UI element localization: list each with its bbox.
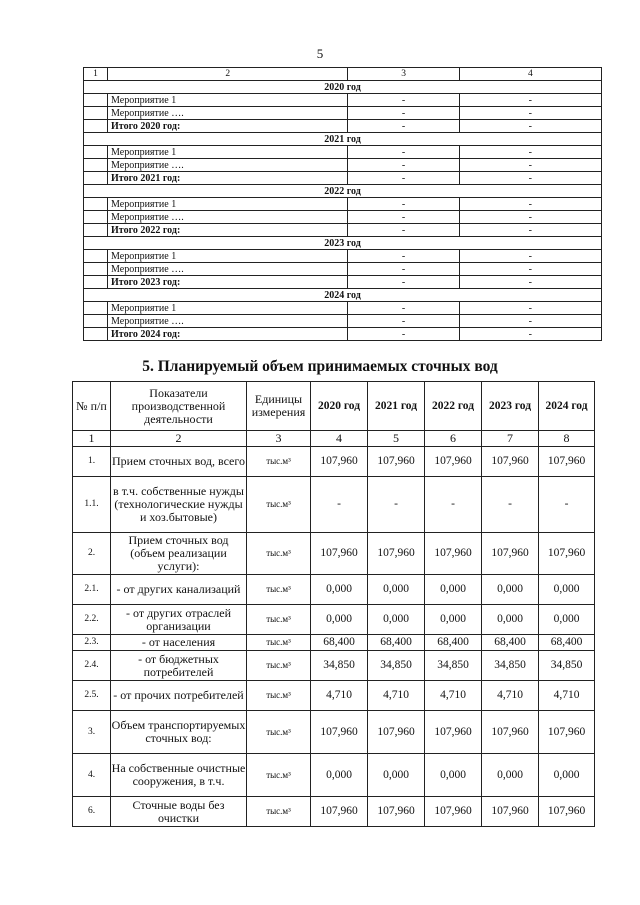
measure-name: Мероприятие 1 — [108, 250, 348, 263]
column-number-cell: 8 — [539, 431, 595, 447]
row-number: 4. — [73, 754, 111, 797]
measure-row — [84, 250, 602, 263]
column-header: 2022 год — [425, 382, 482, 431]
value-cell: - — [459, 120, 601, 133]
value-cell: 107,960 — [482, 533, 539, 575]
value-cell: 107,960 — [539, 533, 595, 575]
unit-cell: тыс.м³ — [247, 477, 311, 533]
value-cell: - — [459, 107, 601, 120]
measure-row — [84, 159, 602, 172]
indicator-name: - от населения — [111, 635, 247, 651]
value-cell: 0,000 — [539, 575, 595, 605]
column-number-cell: 6 — [425, 431, 482, 447]
column-number-cell: 1 — [73, 431, 111, 447]
value-cell: 68,400 — [482, 635, 539, 651]
total-row — [84, 172, 602, 185]
unit-cell: тыс.м³ — [247, 711, 311, 754]
measure-name: Мероприятие …. — [108, 315, 348, 328]
value-cell: 107,960 — [482, 447, 539, 477]
value-cell: 0,000 — [539, 605, 595, 635]
indicator-name: Объем транспортируемых сточных вод: — [111, 711, 247, 754]
value-cell: - — [425, 477, 482, 533]
measure-name: Мероприятие …. — [108, 211, 348, 224]
value-cell: - — [348, 120, 459, 133]
table-header-row — [73, 382, 595, 431]
value-cell: - — [482, 477, 539, 533]
value-cell: 0,000 — [368, 605, 425, 635]
value-cell: 4,710 — [368, 681, 425, 711]
measure-name: Итого 2023 год: — [108, 276, 348, 289]
year-label: 2022 год — [84, 185, 602, 198]
value-cell: - — [348, 146, 459, 159]
indicator-name: На собственные очистные сооружения, в т.ч. — [111, 754, 247, 797]
value-cell: 0,000 — [482, 605, 539, 635]
value-cell: 107,960 — [311, 711, 368, 754]
column-number-cell: 4 — [459, 68, 601, 81]
row-number: 6. — [73, 797, 111, 827]
page-number: 5 — [316, 46, 324, 61]
value-cell: 107,960 — [368, 797, 425, 827]
unit-cell: тыс.м³ — [247, 681, 311, 711]
indicator-name: в т.ч. собственные нужды (технологические нужды и хоз.бытовые) — [111, 477, 247, 533]
row-number: 2.2. — [73, 605, 111, 635]
table-row — [73, 711, 595, 754]
year-label: 2020 год — [84, 81, 602, 94]
unit-cell: тыс.м³ — [247, 533, 311, 575]
table-row — [73, 754, 595, 797]
column-number-cell: 5 — [368, 431, 425, 447]
value-cell: - — [348, 107, 459, 120]
table-row — [73, 635, 595, 651]
column-header: № п/п — [73, 382, 111, 431]
value-cell: 68,400 — [425, 635, 482, 651]
value-cell: - — [459, 94, 601, 107]
value-cell: 0,000 — [425, 605, 482, 635]
year-row — [84, 185, 602, 198]
measure-name: Мероприятие …. — [108, 159, 348, 172]
unit-cell: тыс.м³ — [247, 635, 311, 651]
value-cell: 107,960 — [539, 447, 595, 477]
blank-cell — [84, 107, 108, 120]
row-number: 1.1. — [73, 477, 111, 533]
value-cell: 34,850 — [425, 651, 482, 681]
value-cell: - — [348, 328, 459, 341]
value-cell: 107,960 — [425, 797, 482, 827]
table-row — [73, 477, 595, 533]
unit-cell: тыс.м³ — [247, 797, 311, 827]
indicator-name: Прием сточных вод (объем реализации услуги): — [111, 533, 247, 575]
measure-row — [84, 107, 602, 120]
column-header: 2024 год — [539, 382, 595, 431]
section-title: 5. Планируемый объем принимаемых сточных вод — [142, 358, 498, 375]
value-cell: 107,960 — [311, 447, 368, 477]
indicator-name: - от бюджетных потребителей — [111, 651, 247, 681]
unit-cell: тыс.м³ — [247, 651, 311, 681]
blank-cell — [84, 302, 108, 315]
value-cell: - — [348, 250, 459, 263]
value-cell: - — [348, 198, 459, 211]
value-cell: 0,000 — [482, 575, 539, 605]
value-cell: 4,710 — [539, 681, 595, 711]
blank-cell — [84, 94, 108, 107]
value-cell: - — [348, 159, 459, 172]
measure-name: Мероприятие …. — [108, 263, 348, 276]
wastewater-volume-table — [72, 381, 595, 827]
measure-name: Мероприятие 1 — [108, 94, 348, 107]
column-number-cell: 1 — [84, 68, 108, 81]
column-number-cell: 2 — [111, 431, 247, 447]
column-header: 2020 год — [311, 382, 368, 431]
value-cell: 0,000 — [425, 575, 482, 605]
unit-cell: тыс.м³ — [247, 575, 311, 605]
value-cell: 4,710 — [425, 681, 482, 711]
blank-cell — [84, 211, 108, 224]
value-cell: - — [348, 172, 459, 185]
value-cell: 107,960 — [425, 711, 482, 754]
row-number: 1. — [73, 447, 111, 477]
value-cell: 68,400 — [368, 635, 425, 651]
indicator-name: Сточные воды без очистки — [111, 797, 247, 827]
year-row — [84, 237, 602, 250]
row-number: 2.1. — [73, 575, 111, 605]
value-cell: - — [348, 94, 459, 107]
value-cell: 107,960 — [425, 447, 482, 477]
value-cell: 107,960 — [482, 797, 539, 827]
blank-cell — [84, 159, 108, 172]
value-cell: - — [368, 477, 425, 533]
value-cell: 68,400 — [311, 635, 368, 651]
column-header: 2021 год — [368, 382, 425, 431]
row-number: 3. — [73, 711, 111, 754]
measure-name: Мероприятие …. — [108, 107, 348, 120]
table-row — [73, 681, 595, 711]
total-row — [84, 328, 602, 341]
value-cell: - — [348, 263, 459, 276]
value-cell: - — [348, 315, 459, 328]
total-row — [84, 276, 602, 289]
value-cell: 107,960 — [482, 711, 539, 754]
value-cell: - — [459, 315, 601, 328]
value-cell: 107,960 — [311, 797, 368, 827]
total-row — [84, 224, 602, 237]
measure-row — [84, 146, 602, 159]
indicator-name: Прием сточных вод, всего — [111, 447, 247, 477]
blank-cell — [84, 328, 108, 341]
blank-cell — [84, 250, 108, 263]
measure-row — [84, 302, 602, 315]
value-cell: - — [459, 302, 601, 315]
unit-cell: тыс.м³ — [247, 605, 311, 635]
column-number-cell: 2 — [108, 68, 348, 81]
value-cell: 107,960 — [368, 533, 425, 575]
year-label: 2024 год — [84, 289, 602, 302]
value-cell: - — [459, 276, 601, 289]
row-number: 2.3. — [73, 635, 111, 651]
value-cell: - — [459, 263, 601, 276]
value-cell: 0,000 — [311, 605, 368, 635]
value-cell: 107,960 — [368, 711, 425, 754]
value-cell: 34,850 — [482, 651, 539, 681]
value-cell: - — [459, 198, 601, 211]
row-number: 2. — [73, 533, 111, 575]
measure-row — [84, 198, 602, 211]
table-row — [73, 797, 595, 827]
indicator-name: - от прочих потребителей — [111, 681, 247, 711]
value-cell: - — [348, 211, 459, 224]
blank-cell — [84, 263, 108, 276]
value-cell: 0,000 — [425, 754, 482, 797]
unit-cell: тыс.м³ — [247, 754, 311, 797]
value-cell: - — [459, 159, 601, 172]
table-row — [73, 533, 595, 575]
value-cell: - — [459, 328, 601, 341]
unit-cell: тыс.м³ — [247, 447, 311, 477]
table-row — [73, 447, 595, 477]
measure-name: Мероприятие 1 — [108, 302, 348, 315]
blank-cell — [84, 198, 108, 211]
table-header-row — [84, 68, 602, 81]
table-row — [73, 575, 595, 605]
value-cell: 107,960 — [539, 797, 595, 827]
value-cell: 0,000 — [311, 754, 368, 797]
value-cell: 107,960 — [425, 533, 482, 575]
measure-row — [84, 263, 602, 276]
measure-row — [84, 211, 602, 224]
value-cell: - — [459, 146, 601, 159]
value-cell: 107,960 — [368, 447, 425, 477]
year-label: 2023 год — [84, 237, 602, 250]
value-cell: - — [459, 172, 601, 185]
value-cell: 0,000 — [368, 754, 425, 797]
measures-table — [83, 67, 602, 341]
value-cell: - — [459, 224, 601, 237]
blank-cell — [84, 120, 108, 133]
value-cell: - — [539, 477, 595, 533]
value-cell: 107,960 — [539, 711, 595, 754]
value-cell: 0,000 — [368, 575, 425, 605]
value-cell: - — [311, 477, 368, 533]
measure-name: Мероприятие 1 — [108, 146, 348, 159]
column-header: Показатели производственной деятельности — [111, 382, 247, 431]
value-cell: 34,850 — [539, 651, 595, 681]
table-row — [73, 605, 595, 635]
value-cell: 4,710 — [482, 681, 539, 711]
measure-name: Итого 2020 год: — [108, 120, 348, 133]
blank-cell — [84, 172, 108, 185]
column-number-cell: 4 — [311, 431, 368, 447]
indicator-name: - от других канализаций — [111, 575, 247, 605]
blank-cell — [84, 276, 108, 289]
year-row — [84, 133, 602, 146]
value-cell: 0,000 — [311, 575, 368, 605]
blank-cell — [84, 315, 108, 328]
total-row — [84, 120, 602, 133]
measure-name: Итого 2021 год: — [108, 172, 348, 185]
value-cell: 4,710 — [311, 681, 368, 711]
measure-name: Мероприятие 1 — [108, 198, 348, 211]
year-row — [84, 81, 602, 94]
measure-row — [84, 315, 602, 328]
blank-cell — [84, 146, 108, 159]
value-cell: - — [459, 211, 601, 224]
year-label: 2021 год — [84, 133, 602, 146]
measure-row — [84, 94, 602, 107]
measure-name: Итого 2022 год: — [108, 224, 348, 237]
year-row — [84, 289, 602, 302]
column-header: Единицы измерения — [247, 382, 311, 431]
column-number-cell: 3 — [348, 68, 459, 81]
value-cell: 107,960 — [311, 533, 368, 575]
value-cell: 68,400 — [539, 635, 595, 651]
column-number-cell: 7 — [482, 431, 539, 447]
measure-name: Итого 2024 год: — [108, 328, 348, 341]
value-cell: - — [348, 302, 459, 315]
value-cell: - — [348, 276, 459, 289]
value-cell: 0,000 — [539, 754, 595, 797]
value-cell: 34,850 — [311, 651, 368, 681]
value-cell: - — [348, 224, 459, 237]
value-cell: 0,000 — [482, 754, 539, 797]
column-header: 2023 год — [482, 382, 539, 431]
row-number: 2.5. — [73, 681, 111, 711]
column-numbers-row — [73, 431, 595, 447]
row-number: 2.4. — [73, 651, 111, 681]
column-number-cell: 3 — [247, 431, 311, 447]
blank-cell — [84, 224, 108, 237]
value-cell: 34,850 — [368, 651, 425, 681]
indicator-name: - от других отраслей организации — [111, 605, 247, 635]
table-row — [73, 651, 595, 681]
value-cell: - — [459, 250, 601, 263]
